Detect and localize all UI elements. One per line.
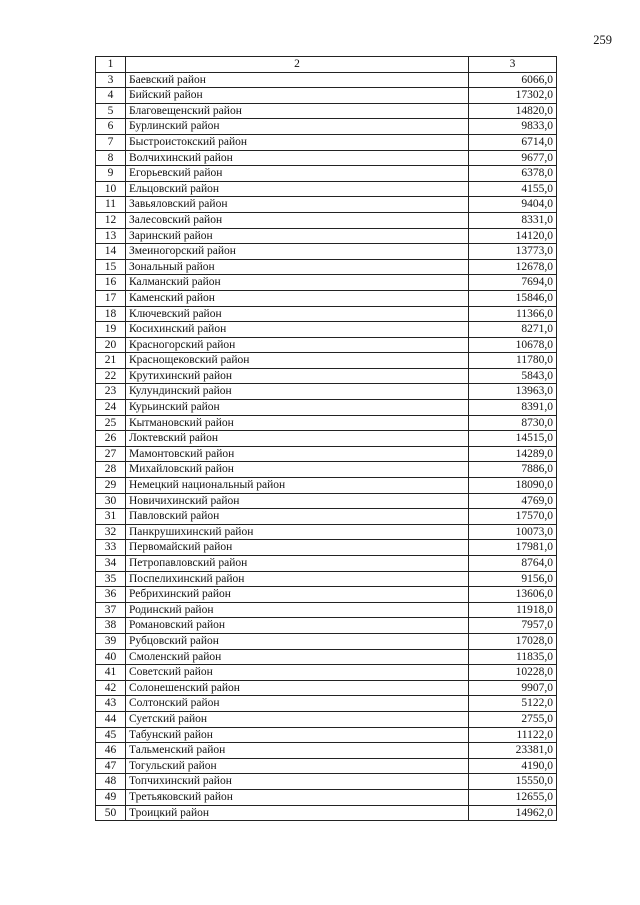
row-number-cell: 46 xyxy=(96,743,126,759)
district-name-cell: Ключевский район xyxy=(126,306,469,322)
row-number-cell: 8 xyxy=(96,150,126,166)
row-number-cell: 42 xyxy=(96,680,126,696)
table-row xyxy=(96,478,557,494)
value-cell: 7694,0 xyxy=(469,275,557,291)
value-cell: 15550,0 xyxy=(469,774,557,790)
value-cell: 6066,0 xyxy=(469,72,557,88)
row-number-cell: 18 xyxy=(96,306,126,322)
district-name-cell: Троицкий район xyxy=(126,805,469,821)
table-row xyxy=(96,446,557,462)
row-number-cell: 29 xyxy=(96,478,126,494)
district-name-cell: Ребрихинский район xyxy=(126,587,469,603)
district-name-cell: Михайловский район xyxy=(126,462,469,478)
district-name-cell: Локтевский район xyxy=(126,431,469,447)
district-name-cell: Солтонский район xyxy=(126,696,469,712)
value-cell: 13963,0 xyxy=(469,384,557,400)
table-row xyxy=(96,774,557,790)
table-row xyxy=(96,259,557,275)
table-row xyxy=(96,368,557,384)
value-cell: 9156,0 xyxy=(469,571,557,587)
district-name-cell: Каменский район xyxy=(126,290,469,306)
table-row xyxy=(96,556,557,572)
district-name-cell: Курьинский район xyxy=(126,400,469,416)
value-cell: 4769,0 xyxy=(469,493,557,509)
value-cell: 11780,0 xyxy=(469,353,557,369)
table-row xyxy=(96,353,557,369)
table-row xyxy=(96,212,557,228)
row-number-cell: 26 xyxy=(96,431,126,447)
column-header-value: 3 xyxy=(469,57,557,73)
table-row xyxy=(96,493,557,509)
value-cell: 17981,0 xyxy=(469,540,557,556)
table-row xyxy=(96,587,557,603)
value-cell: 7957,0 xyxy=(469,618,557,634)
district-name-cell: Бийский район xyxy=(126,88,469,104)
row-number-cell: 23 xyxy=(96,384,126,400)
row-number-cell: 24 xyxy=(96,400,126,416)
table-header-row xyxy=(96,57,557,73)
row-number-cell: 48 xyxy=(96,774,126,790)
row-number-cell: 36 xyxy=(96,587,126,603)
row-number-cell: 30 xyxy=(96,493,126,509)
table-row xyxy=(96,103,557,119)
district-name-cell: Волчихинский район xyxy=(126,150,469,166)
value-cell: 5122,0 xyxy=(469,696,557,712)
district-name-cell: Красногорский район xyxy=(126,337,469,353)
table-row xyxy=(96,181,557,197)
value-cell: 6714,0 xyxy=(469,134,557,150)
row-number-cell: 3 xyxy=(96,72,126,88)
value-cell: 9907,0 xyxy=(469,680,557,696)
row-number-cell: 31 xyxy=(96,509,126,525)
row-number-cell: 13 xyxy=(96,228,126,244)
value-cell: 11122,0 xyxy=(469,727,557,743)
row-number-cell: 9 xyxy=(96,166,126,182)
table-row xyxy=(96,197,557,213)
district-name-cell: Родинский район xyxy=(126,602,469,618)
page-number: 259 xyxy=(593,33,612,47)
value-cell: 14820,0 xyxy=(469,103,557,119)
value-cell: 11835,0 xyxy=(469,649,557,665)
row-number-cell: 21 xyxy=(96,353,126,369)
district-name-cell: Третьяковский район xyxy=(126,789,469,805)
table-row xyxy=(96,665,557,681)
row-number-cell: 44 xyxy=(96,711,126,727)
row-number-cell: 38 xyxy=(96,618,126,634)
row-number-cell: 10 xyxy=(96,181,126,197)
value-cell: 4155,0 xyxy=(469,181,557,197)
district-name-cell: Суетский район xyxy=(126,711,469,727)
table-row xyxy=(96,384,557,400)
value-cell: 10073,0 xyxy=(469,524,557,540)
district-name-cell: Быстроистокский район xyxy=(126,134,469,150)
value-cell: 14120,0 xyxy=(469,228,557,244)
value-cell: 8271,0 xyxy=(469,322,557,338)
row-number-cell: 11 xyxy=(96,197,126,213)
table-row xyxy=(96,415,557,431)
table-row xyxy=(96,696,557,712)
table-row xyxy=(96,509,557,525)
value-cell: 17028,0 xyxy=(469,633,557,649)
row-number-cell: 16 xyxy=(96,275,126,291)
value-cell: 9677,0 xyxy=(469,150,557,166)
row-number-cell: 19 xyxy=(96,322,126,338)
row-number-cell: 41 xyxy=(96,665,126,681)
value-cell: 18090,0 xyxy=(469,478,557,494)
district-name-cell: Павловский район xyxy=(126,509,469,525)
district-name-cell: Благовещенский район xyxy=(126,103,469,119)
district-name-cell: Новичихинский район xyxy=(126,493,469,509)
table-row xyxy=(96,228,557,244)
table-row xyxy=(96,150,557,166)
table-row xyxy=(96,805,557,821)
value-cell: 13606,0 xyxy=(469,587,557,603)
district-name-cell: Солонешенский район xyxy=(126,680,469,696)
district-name-cell: Косихинский район xyxy=(126,322,469,338)
row-number-cell: 7 xyxy=(96,134,126,150)
value-cell: 17570,0 xyxy=(469,509,557,525)
district-name-cell: Кулундинский район xyxy=(126,384,469,400)
table-row xyxy=(96,649,557,665)
value-cell: 6378,0 xyxy=(469,166,557,182)
row-number-cell: 4 xyxy=(96,88,126,104)
table-row xyxy=(96,337,557,353)
district-table xyxy=(95,56,557,821)
table-row xyxy=(96,633,557,649)
row-number-cell: 28 xyxy=(96,462,126,478)
row-number-cell: 14 xyxy=(96,244,126,260)
district-name-cell: Первомайский район xyxy=(126,540,469,556)
row-number-cell: 32 xyxy=(96,524,126,540)
row-number-cell: 25 xyxy=(96,415,126,431)
table-row xyxy=(96,758,557,774)
district-name-cell: Кытмановский район xyxy=(126,415,469,431)
value-cell: 7886,0 xyxy=(469,462,557,478)
row-number-cell: 33 xyxy=(96,540,126,556)
row-number-cell: 15 xyxy=(96,259,126,275)
district-name-cell: Зональный район xyxy=(126,259,469,275)
row-number-cell: 17 xyxy=(96,290,126,306)
value-cell: 9404,0 xyxy=(469,197,557,213)
value-cell: 23381,0 xyxy=(469,743,557,759)
table-row xyxy=(96,431,557,447)
district-name-cell: Романовский район xyxy=(126,618,469,634)
district-name-cell: Залесовский район xyxy=(126,212,469,228)
value-cell: 8730,0 xyxy=(469,415,557,431)
table-row xyxy=(96,540,557,556)
district-name-cell: Баевский район xyxy=(126,72,469,88)
row-number-cell: 6 xyxy=(96,119,126,135)
column-header-district: 2 xyxy=(126,57,469,73)
value-cell: 5843,0 xyxy=(469,368,557,384)
district-name-cell: Калманский район xyxy=(126,275,469,291)
table-row xyxy=(96,462,557,478)
value-cell: 4190,0 xyxy=(469,758,557,774)
table-row xyxy=(96,602,557,618)
district-name-cell: Немецкий национальный район xyxy=(126,478,469,494)
row-number-cell: 40 xyxy=(96,649,126,665)
table-row xyxy=(96,400,557,416)
district-name-cell: Краснощековский район xyxy=(126,353,469,369)
value-cell: 8391,0 xyxy=(469,400,557,416)
district-name-cell: Бурлинский район xyxy=(126,119,469,135)
column-header-number: 1 xyxy=(96,57,126,73)
district-name-cell: Ельцовский район xyxy=(126,181,469,197)
row-number-cell: 35 xyxy=(96,571,126,587)
district-name-cell: Табунский район xyxy=(126,727,469,743)
row-number-cell: 5 xyxy=(96,103,126,119)
table-row xyxy=(96,571,557,587)
district-name-cell: Петропавловский район xyxy=(126,556,469,572)
value-cell: 14962,0 xyxy=(469,805,557,821)
table-row xyxy=(96,166,557,182)
table-row xyxy=(96,680,557,696)
table-row xyxy=(96,290,557,306)
table-body xyxy=(96,57,557,821)
row-number-cell: 27 xyxy=(96,446,126,462)
table-row xyxy=(96,618,557,634)
table-row xyxy=(96,244,557,260)
district-name-cell: Тогульский район xyxy=(126,758,469,774)
district-name-cell: Рубцовский район xyxy=(126,633,469,649)
row-number-cell: 50 xyxy=(96,805,126,821)
value-cell: 12678,0 xyxy=(469,259,557,275)
table-row xyxy=(96,88,557,104)
district-name-cell: Тальменский район xyxy=(126,743,469,759)
table-row xyxy=(96,322,557,338)
row-number-cell: 49 xyxy=(96,789,126,805)
row-number-cell: 37 xyxy=(96,602,126,618)
table-row xyxy=(96,524,557,540)
row-number-cell: 47 xyxy=(96,758,126,774)
value-cell: 12655,0 xyxy=(469,789,557,805)
value-cell: 14289,0 xyxy=(469,446,557,462)
district-name-cell: Заринский район xyxy=(126,228,469,244)
table-row xyxy=(96,275,557,291)
district-name-cell: Панкрушихинский район xyxy=(126,524,469,540)
district-name-cell: Мамонтовский район xyxy=(126,446,469,462)
table-row xyxy=(96,743,557,759)
table-row xyxy=(96,727,557,743)
table-row xyxy=(96,119,557,135)
row-number-cell: 45 xyxy=(96,727,126,743)
table-row xyxy=(96,134,557,150)
value-cell: 11366,0 xyxy=(469,306,557,322)
value-cell: 11918,0 xyxy=(469,602,557,618)
district-name-cell: Крутихинский район xyxy=(126,368,469,384)
district-name-cell: Топчихинский район xyxy=(126,774,469,790)
value-cell: 9833,0 xyxy=(469,119,557,135)
row-number-cell: 43 xyxy=(96,696,126,712)
district-name-cell: Завьяловский район xyxy=(126,197,469,213)
district-name-cell: Егорьевский район xyxy=(126,166,469,182)
table-row xyxy=(96,306,557,322)
district-name-cell: Смоленский район xyxy=(126,649,469,665)
row-number-cell: 22 xyxy=(96,368,126,384)
district-name-cell: Поспелихинский район xyxy=(126,571,469,587)
row-number-cell: 39 xyxy=(96,633,126,649)
value-cell: 17302,0 xyxy=(469,88,557,104)
table-row xyxy=(96,711,557,727)
value-cell: 15846,0 xyxy=(469,290,557,306)
row-number-cell: 20 xyxy=(96,337,126,353)
value-cell: 2755,0 xyxy=(469,711,557,727)
value-cell: 10678,0 xyxy=(469,337,557,353)
table-row xyxy=(96,72,557,88)
row-number-cell: 34 xyxy=(96,556,126,572)
table-row xyxy=(96,789,557,805)
value-cell: 10228,0 xyxy=(469,665,557,681)
value-cell: 8764,0 xyxy=(469,556,557,572)
value-cell: 14515,0 xyxy=(469,431,557,447)
row-number-cell: 12 xyxy=(96,212,126,228)
district-name-cell: Змеиногорский район xyxy=(126,244,469,260)
value-cell: 13773,0 xyxy=(469,244,557,260)
value-cell: 8331,0 xyxy=(469,212,557,228)
district-name-cell: Советский район xyxy=(126,665,469,681)
